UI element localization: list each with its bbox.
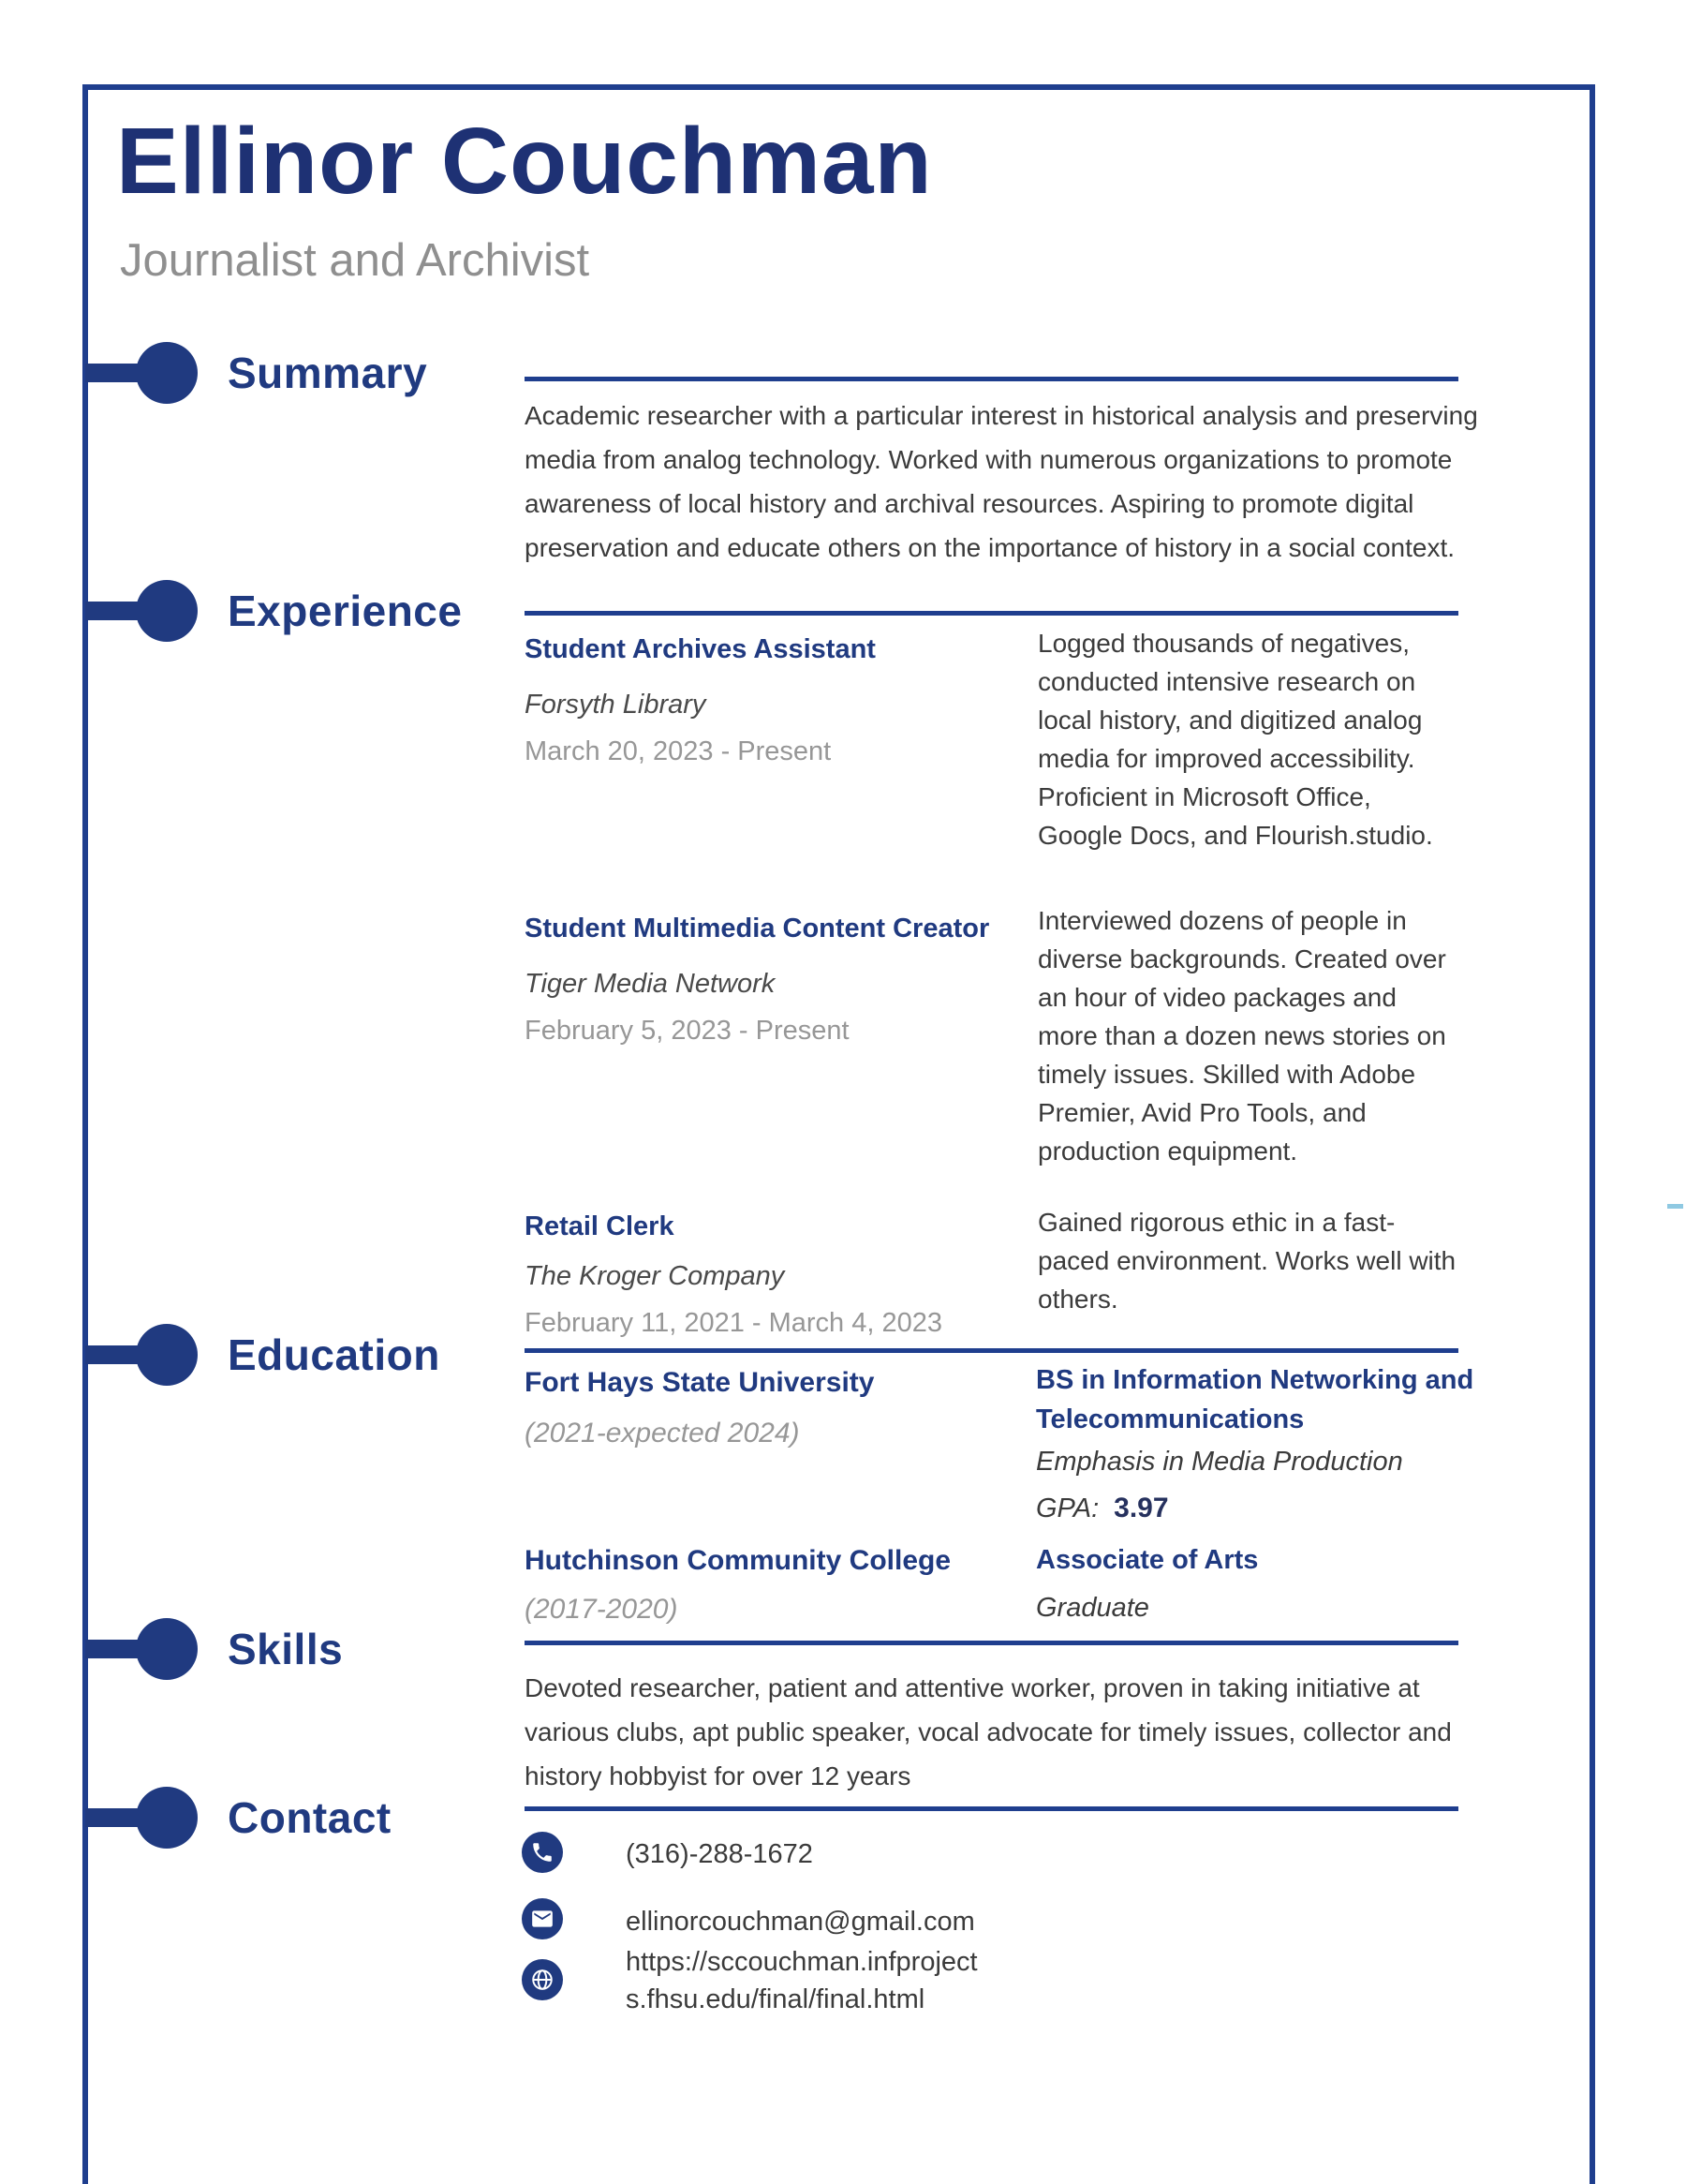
school-name: Hutchinson Community College <box>525 1545 952 1576</box>
job-company: Tiger Media Network <box>525 969 776 999</box>
website-url: https://sccouchman.infprojects.fhsu.edu/final/final.html <box>626 1947 978 2014</box>
degree-detail: Emphasis in Media Production <box>1036 1447 1403 1477</box>
gpa-value: 3.97 <box>1114 1493 1169 1523</box>
page-frame-left-border <box>82 84 88 2184</box>
email-address: ellinorcouchman@gmail.com <box>626 1907 975 1937</box>
section-title-experience: Experience <box>228 587 463 635</box>
person-role: Journalist and Archivist <box>120 235 590 286</box>
school-dates: (2021-expected 2024) <box>525 1418 800 1449</box>
gpa-label: GPA: <box>1036 1493 1100 1523</box>
contact-marker-dot <box>136 1787 198 1849</box>
contact-top-rule <box>525 1806 1458 1811</box>
education-marker-dot <box>136 1324 198 1386</box>
skills-marker-dot <box>136 1618 198 1680</box>
section-title-contact: Contact <box>228 1793 392 1842</box>
experience-marker-bar <box>85 602 143 620</box>
job-title: Student Archives Assistant <box>525 634 876 664</box>
summary-marker-bar <box>85 364 143 382</box>
job-description: Logged thousands of negatives, conducted intensive research on local history, and digitized analog media for improved accessibility. Proficient in Microsoft Office, Google Docs, and Flourish.studio. <box>1038 629 1433 850</box>
summary-top-rule <box>525 377 1458 381</box>
job-dates: February 5, 2023 - Present <box>525 1016 850 1046</box>
school-dates: (2017-2020) <box>525 1594 678 1625</box>
job-description: Gained rigorous ethic in a fast-paced environment. Works well with others. <box>1038 1208 1457 1314</box>
person-name: Ellinor Couchman <box>116 109 933 214</box>
job-dates: February 11, 2021 - March 4, 2023 <box>525 1308 942 1338</box>
skills-text: Devoted researcher, patient and attentive worker, proven in taking initiative at various clubs, apt public speaker, vocal advocate for timely issues, collector and history hobbyist for over 12 years <box>525 1673 1452 1790</box>
stray-cursor-mark <box>1667 1204 1683 1209</box>
globe-icon <box>522 1959 563 2000</box>
page-frame-right-border <box>1590 84 1595 2184</box>
section-title-skills: Skills <box>228 1625 344 1673</box>
summary-marker-dot <box>136 342 198 404</box>
experience-marker-dot <box>136 580 198 642</box>
degree-title: BS in Information Networking and Telecommunications <box>1036 1365 1474 1434</box>
phone-number: (316)-288-1672 <box>626 1839 813 1869</box>
section-title-education: Education <box>228 1330 440 1379</box>
school-name: Fort Hays State University <box>525 1367 875 1398</box>
skills-top-rule <box>525 1641 1458 1645</box>
email-icon <box>522 1898 563 1939</box>
education-top-rule <box>525 1348 1458 1353</box>
experience-top-rule <box>525 611 1458 616</box>
job-title: Student Multimedia Content Creator <box>525 914 990 943</box>
degree-detail: Graduate <box>1036 1593 1149 1623</box>
job-title: Retail Clerk <box>525 1211 674 1241</box>
education-marker-bar <box>85 1345 143 1364</box>
gpa-row <box>1036 1490 1169 1527</box>
summary-text: Academic researcher with a particular interest in historical analysis and preserving media from analog technology. Worked with numerous organizations to promote awareness of local history and archival resources. Aspiring to promote digital preservation and educate others on the importance of history in a social context. <box>525 401 1478 562</box>
phone-icon <box>522 1832 563 1873</box>
section-title-summary: Summary <box>228 349 428 397</box>
job-company: Forsyth Library <box>525 690 706 720</box>
job-description: Interviewed dozens of people in diverse backgrounds. Created over an hour of video packages and more than a dozen news stories on timely issues. Skilled with Adobe Premier, Avid Pro Tools, and production equipment. <box>1038 906 1446 1166</box>
contact-marker-bar <box>85 1808 143 1827</box>
skills-marker-bar <box>85 1640 143 1658</box>
page-frame-top-border <box>82 84 1595 90</box>
degree-title: Associate of Arts <box>1036 1545 1259 1575</box>
job-company: The Kroger Company <box>525 1261 785 1291</box>
job-dates: March 20, 2023 - Present <box>525 736 832 766</box>
